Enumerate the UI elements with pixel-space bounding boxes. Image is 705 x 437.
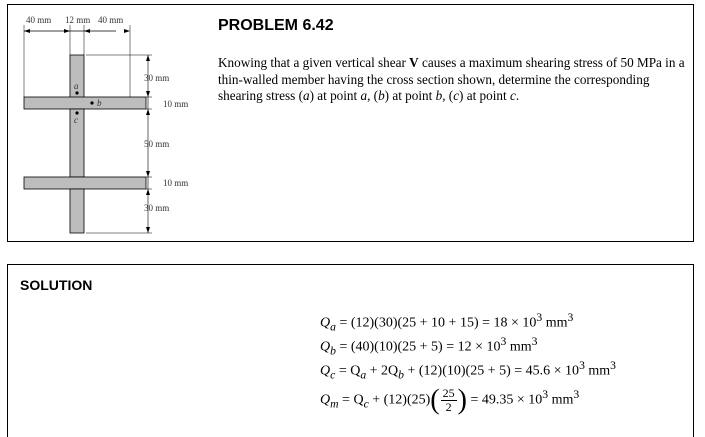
equation-qc: [320, 359, 616, 381]
eq-subscript: m: [330, 397, 339, 411]
eq-unit: mm: [548, 392, 574, 408]
eq-rhs: + (12)(10)(25 + 5) = 45.6 × 10: [404, 363, 580, 379]
bottom-flange: [24, 177, 146, 189]
eq-subscript: b: [398, 368, 404, 382]
point-a-marker: [75, 91, 78, 94]
eq-unit: mm: [542, 315, 568, 331]
dim-label-10-top: 10 mm: [163, 99, 189, 109]
eq-subscript: a: [330, 320, 336, 334]
eq-term: + 2Q: [366, 363, 399, 379]
dim-label-30-bottom: 30 mm: [144, 203, 170, 213]
problem-text-part: ) at point: [384, 88, 436, 103]
eq-exponent: 3: [542, 388, 549, 402]
eq-symbol: Q: [320, 363, 331, 379]
equation-qa: [320, 311, 573, 333]
web-bottom: [70, 189, 84, 233]
point-a-label: a: [74, 81, 79, 91]
problem-text-part: ) at point: [459, 88, 510, 103]
problem-text-part: .: [515, 88, 520, 103]
point-c-label: c: [74, 115, 78, 125]
solution-title: SOLUTION: [20, 277, 93, 293]
eq-subscript: b: [330, 344, 336, 358]
solution-panel: [7, 264, 694, 437]
eq-unit-exponent: 3: [567, 311, 574, 324]
dim-label-10-bottom: 10 mm: [163, 178, 189, 188]
point-b-label: b: [97, 98, 102, 108]
arrow-head: [146, 227, 150, 233]
eq-symbol: Q: [320, 392, 331, 408]
arrow-head: [64, 29, 70, 33]
point-a-ref: a: [360, 88, 368, 103]
part-a-label: a: [302, 88, 310, 103]
dim-label-12: 12 mm: [65, 15, 91, 25]
problem-text-part: Knowing that a given vertical shear: [218, 55, 410, 70]
eq-unit-exponent: 3: [531, 335, 538, 348]
eq-term: = Q: [335, 363, 361, 379]
eq-unit-exponent: 3: [610, 359, 616, 372]
problem-title: PROBLEM 6.42: [218, 17, 334, 34]
arrow-head: [146, 55, 150, 61]
part-c-label: c: [453, 88, 460, 103]
eq-symbol: Q: [320, 339, 331, 355]
shear-symbol: V: [409, 55, 419, 70]
problem-panel: [7, 4, 694, 242]
dim-label-30-top: 30 mm: [144, 73, 170, 83]
eq-subscript: a: [360, 368, 367, 382]
eq-unit: mm: [584, 363, 611, 379]
arrow-head: [146, 171, 150, 177]
arrow-head: [146, 189, 150, 195]
right-paren: ): [457, 384, 467, 416]
top-flange: [24, 97, 146, 109]
arrow-head: [24, 29, 30, 33]
left-paren: (: [430, 384, 440, 416]
arrow-head: [84, 29, 90, 33]
point-b-marker: [90, 101, 93, 104]
problem-statement: [218, 55, 688, 105]
arrow-head: [146, 91, 150, 97]
eq-subscript: c: [363, 397, 369, 411]
eq-term: = Q: [338, 392, 364, 408]
cross-section-figure: [8, 5, 208, 241]
eq-term: + (12)(25): [368, 392, 431, 408]
eq-exponent: 3: [579, 359, 585, 372]
eq-subscript: c: [330, 368, 336, 382]
eq-rhs: = (12)(30)(25 + 10 + 15) = 18 × 10: [335, 315, 537, 331]
dim-label-40-right: 40 mm: [98, 15, 124, 25]
problem-text-part: causes a maximum shearing stress of 50 MPa in a thin-walled member having the cross section shown, determine the corresponding shearing stress (: [218, 55, 685, 103]
eq-unit-exponent: 3: [573, 388, 580, 402]
fraction-denominator: 2: [445, 400, 452, 414]
dim-label-50: 50 mm: [144, 139, 170, 149]
fraction: [441, 387, 457, 414]
eq-rhs: = 49.35 × 10: [466, 392, 543, 408]
equation-qm: [320, 384, 580, 416]
part-b-label: b: [378, 88, 385, 103]
problem-text-part: , (: [367, 88, 379, 103]
arrow-head: [124, 29, 130, 33]
eq-rhs: = (40)(10)(25 + 5) = 12 × 10: [335, 339, 501, 355]
point-c-ref: c: [509, 88, 516, 103]
eq-symbol: Q: [320, 315, 331, 331]
fraction-numerator: 25: [442, 386, 455, 400]
problem-text-part: ) at point: [309, 88, 361, 103]
arrow-head: [146, 109, 150, 115]
eq-unit: mm: [506, 339, 532, 355]
dim-label-40-left: 40 mm: [26, 15, 52, 25]
equation-qb: [320, 335, 537, 357]
point-b-ref: b: [435, 88, 443, 103]
eq-exponent: 3: [536, 311, 543, 324]
problem-text-part: , (: [442, 88, 454, 103]
eq-exponent: 3: [500, 335, 507, 348]
